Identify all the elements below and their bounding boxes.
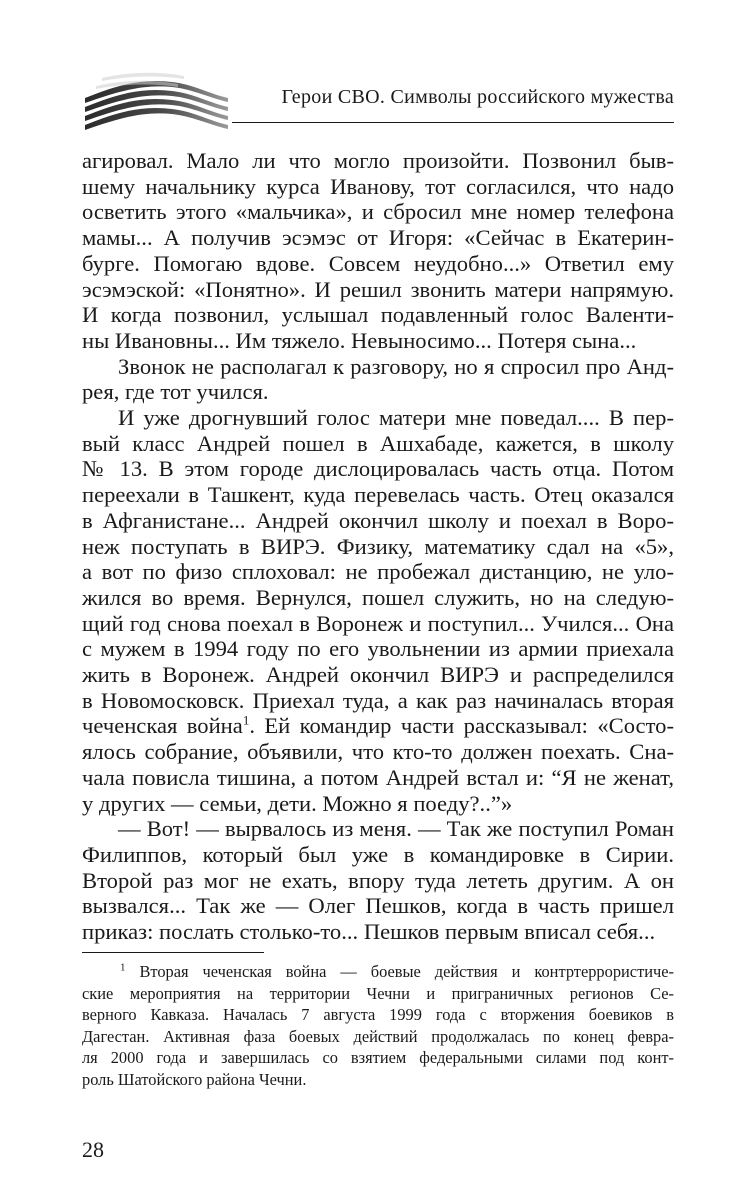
- text-line: бурге. Помогаю вдове. Совсем неудобно...» Ответил ему: [82, 250, 674, 276]
- footnote-text: Вторая чеченская война — боевые действия и контртеррористиче-: [139, 962, 674, 981]
- text-line: приказ: послать столько-то... Пешков первым вписал себя...: [82, 919, 656, 945]
- text-line: с мужем в 1994 году по его увольнении из армии приехала: [82, 636, 674, 662]
- text-line: Второй раз мог не ехать, впору туда лететь другим. А он: [82, 867, 674, 893]
- text-line: рея, где тот учился.: [82, 379, 269, 405]
- striped-ribbon-icon: [80, 72, 230, 134]
- text-line: И уже дрогнувший голос матери мне поведал.... В пер-: [118, 405, 674, 431]
- footnote-separator: [82, 952, 264, 953]
- text-line: переехали в Ташкент, куда перевелась часть. Отец оказался: [82, 482, 674, 508]
- footnote-marker: 1: [120, 961, 126, 974]
- footnote-line: [82, 961, 674, 983]
- text-line: щий год снова поехал в Воронеж и поступил... Учился... Она: [82, 610, 674, 636]
- page-number: 28: [82, 1137, 104, 1162]
- text-line: Звонок не располагал к разговору, но я спросил про Анд-: [118, 353, 674, 379]
- footnote: [82, 961, 674, 1091]
- text-line: вый класс Андрей пошел в Ашхабаде, кажется, в школу: [82, 430, 674, 456]
- footnote-line: ля 2000 года и завершилась со взятием федеральными силами под конт-: [82, 1048, 674, 1068]
- text-line: жился во время. Вернулся, пошел служить, но на следую-: [82, 584, 674, 610]
- footnote-reference: 1: [242, 712, 250, 728]
- text-line: И когда позвонил, услышал подавленный голос Валенти-: [82, 302, 674, 328]
- text-line: Филиппов, который был уже в командировке в Сирии.: [82, 841, 674, 867]
- text-line: чала повисла тишина, а потом Андрей встал и: “Я не женат,: [82, 764, 674, 790]
- text-line: мамы... А получив эсэмэс от Игоря: «Сейчас в Екатерин-: [82, 225, 674, 251]
- text-line-with-footnote: [82, 713, 674, 739]
- text-line: осветить этого «мальчика», и сбросил мне номер телефона: [82, 199, 674, 225]
- footnote-line: верного Кавказа. Началась 7 августа 1999 года с вторжения боевиков в: [82, 1005, 674, 1025]
- text-line: в Новомосковск. Приехал туда, а как раз начиналась вторая: [82, 687, 674, 713]
- text-line: агировал. Мало ли что могло произойти. Позвонил быв-: [82, 148, 674, 173]
- text-line: вызвался... Так же — Олег Пешков, когда в часть пришел: [82, 893, 674, 919]
- text-line: ялось собрание, объявили, что кто-то должен поехать. Сна-: [82, 739, 674, 765]
- text-line: а вот по физо сплоховал: не пробежал дистанцию, не уло-: [82, 559, 674, 585]
- text-line: эсэмэской: «Понятно». И решил звонить матери напрямую.: [82, 276, 674, 302]
- text-line: № 13. В этом городе дислоцировалась часть отца. Потом: [82, 456, 674, 482]
- text-line: жить в Воронеж. Андрей окончил ВИРЭ и распределился: [82, 662, 674, 688]
- text-line: шему начальнику курса Иванову, тот согласился, что надо: [82, 173, 674, 199]
- running-header-title: Герои СВО. Символы российского мужества: [281, 86, 674, 108]
- text-line: в Афганистане... Андрей окончил школу и поехал в Воро-: [82, 507, 674, 533]
- text-fragment: . Ей командир части рассказывал: «Состо-: [249, 713, 674, 739]
- main-text: [82, 148, 674, 945]
- header-rule: [232, 122, 674, 123]
- footnote-line: ские мероприятия на территории Чечни и приграничных регионов Се-: [82, 983, 674, 1003]
- text-line: ны Ивановны... Им тяжело. Невыносимо... Потеря сына...: [82, 327, 637, 353]
- text-fragment: чеченская война: [82, 713, 243, 739]
- footnote-line: роль Шатойского района Чечни.: [82, 1069, 307, 1089]
- text-line: неж поступать в ВИРЭ. Физику, математику сдал на «5»,: [82, 533, 674, 559]
- footnote-line: Дагестан. Активная фаза боевых действий продолжалась по конец февра-: [82, 1026, 674, 1046]
- text-line: у других — семьи, дети. Можно я поеду?..”»: [82, 790, 513, 816]
- text-line: — Вот! — вырвалось из меня. — Так же поступил Роман: [118, 816, 674, 842]
